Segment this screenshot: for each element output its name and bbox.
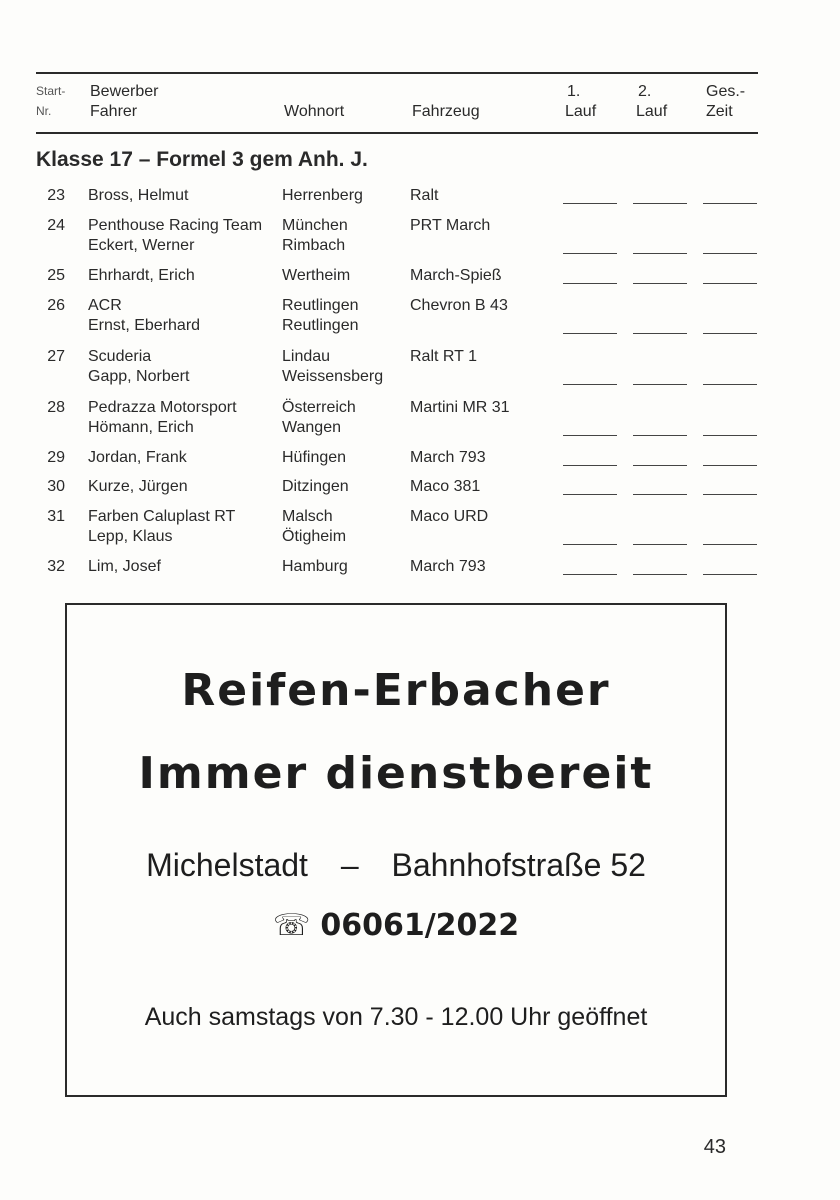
ad-street: Bahnhofstraße 52 (391, 847, 646, 883)
start-number: 23 (47, 187, 65, 204)
header-lauf1-1: 1. (567, 83, 581, 100)
hometown: Lindau (282, 348, 331, 365)
lauf2-blank (633, 494, 687, 495)
total-time-blank (703, 253, 757, 254)
entry-row (0, 477, 840, 499)
lauf1-blank (563, 544, 617, 545)
start-number: 26 (47, 297, 65, 314)
advertisement-box (65, 603, 727, 1097)
entry-row (0, 216, 840, 258)
header-lauf2-1: 2. (638, 83, 652, 100)
header-gesamt-2: Zeit (706, 103, 733, 120)
lauf2-blank (633, 574, 687, 575)
lauf1-blank (563, 574, 617, 575)
ad-dash: – (340, 847, 359, 883)
header-gesamt-1: Ges.- (706, 83, 746, 100)
ad-phone (67, 908, 725, 943)
vehicle: Maco 381 (410, 478, 481, 495)
driver-hometown: Ötigheim (282, 528, 347, 545)
hometown: Hamburg (282, 558, 348, 575)
hometown: Herrenberg (282, 187, 363, 204)
start-number: 27 (47, 348, 65, 365)
entrant-name: Ehrhardt, Erich (88, 267, 195, 284)
entry-row (0, 347, 840, 389)
ad-address (67, 847, 725, 884)
start-number: 32 (47, 558, 65, 575)
lauf2-blank (633, 465, 687, 466)
total-time-blank (703, 283, 757, 284)
driver-name: Ernst, Eberhard (88, 317, 201, 334)
lauf1-blank (563, 253, 617, 254)
entrant-name: Jordan, Frank (88, 449, 187, 466)
header-lauf2-2: Lauf (636, 103, 668, 120)
ad-city: Michelstadt (146, 847, 308, 883)
lauf2-blank (633, 544, 687, 545)
header-bottom-rule (36, 132, 758, 134)
hometown: Wertheim (282, 267, 351, 284)
vehicle: PRT March (410, 217, 491, 234)
start-number: 29 (47, 449, 65, 466)
vehicle: Martini MR 31 (410, 399, 510, 416)
lauf2-blank (633, 253, 687, 254)
entrant-name: Scuderia (88, 348, 152, 365)
start-number: 25 (47, 267, 65, 284)
lauf1-blank (563, 465, 617, 466)
total-time-blank (703, 435, 757, 436)
page-number: 43 (703, 1136, 726, 1158)
entry-row (0, 186, 840, 208)
start-number: 31 (47, 508, 65, 525)
vehicle: March 793 (410, 558, 486, 575)
ad-slogan: Immer dienstbereit (138, 748, 654, 799)
driver-name: Hömann, Erich (88, 419, 194, 436)
lauf2-blank (633, 333, 687, 334)
lauf2-blank (633, 384, 687, 385)
lauf2-blank (633, 435, 687, 436)
entrant-name: Pedrazza Motorsport (88, 399, 237, 416)
hometown: München (282, 217, 348, 234)
vehicle: Ralt RT 1 (410, 348, 477, 365)
header-start-nr-1: Start- (36, 84, 66, 98)
entry-row (0, 296, 840, 338)
entrant-name: ACR (88, 297, 122, 314)
driver-hometown: Rimbach (282, 237, 346, 254)
ad-phone-number: 06061/2022 (320, 908, 520, 943)
entry-row (0, 266, 840, 288)
total-time-blank (703, 465, 757, 466)
entry-row (0, 557, 840, 579)
entrant-name: Lim, Josef (88, 558, 161, 575)
driver-hometown: Reutlingen (282, 317, 359, 334)
vehicle: Chevron B 43 (410, 297, 508, 314)
lauf1-blank (563, 333, 617, 334)
telephone-icon: ☏ (272, 908, 311, 943)
hometown: Ditzingen (282, 478, 349, 495)
driver-name: Lepp, Klaus (88, 528, 173, 545)
driver-name: Gapp, Norbert (88, 368, 190, 385)
header-start-nr-2: Nr. (36, 104, 52, 118)
class-title: Klasse 17 – Formel 3 gem Anh. J. (36, 148, 368, 171)
start-number: 30 (47, 478, 65, 495)
entrant-name: Bross, Helmut (88, 187, 189, 204)
hometown: Hüfingen (282, 449, 347, 466)
total-time-blank (703, 494, 757, 495)
ad-hours: Auch samstags von 7.30 - 12.00 Uhr geöffnet (144, 1003, 648, 1031)
entrant-name: Kurze, Jürgen (88, 478, 188, 495)
hometown: Malsch (282, 508, 333, 525)
total-time-blank (703, 544, 757, 545)
vehicle: March-Spieß (410, 267, 502, 284)
total-time-blank (703, 333, 757, 334)
vehicle: Ralt (410, 187, 439, 204)
header-bewerber: Bewerber (90, 83, 159, 100)
header-wohnort: Wohnort (284, 103, 345, 120)
vehicle: Maco URD (410, 508, 489, 525)
driver-name: Eckert, Werner (88, 237, 195, 254)
lauf2-blank (633, 283, 687, 284)
hometown: Reutlingen (282, 297, 359, 314)
start-number: 24 (47, 217, 65, 234)
total-time-blank (703, 203, 757, 204)
lauf1-blank (563, 283, 617, 284)
driver-hometown: Wangen (282, 419, 341, 436)
total-time-blank (703, 384, 757, 385)
entry-row (0, 448, 840, 470)
ad-title: Reifen-Erbacher (181, 665, 611, 716)
header-fahrer: Fahrer (90, 103, 138, 120)
lauf1-blank (563, 384, 617, 385)
hometown: Österreich (282, 399, 356, 416)
entrant-name: Penthouse Racing Team (88, 217, 263, 234)
entry-row (0, 507, 840, 549)
entry-row (0, 398, 840, 440)
header-lauf1-2: Lauf (565, 103, 597, 120)
entrant-name: Farben Caluplast RT (88, 508, 236, 525)
header-fahrzeug: Fahrzeug (412, 103, 480, 120)
lauf1-blank (563, 203, 617, 204)
lauf1-blank (563, 435, 617, 436)
lauf2-blank (633, 203, 687, 204)
lauf1-blank (563, 494, 617, 495)
driver-hometown: Weissensberg (282, 368, 384, 385)
top-rule (36, 72, 758, 74)
total-time-blank (703, 574, 757, 575)
vehicle: March 793 (410, 449, 486, 466)
start-number: 28 (47, 399, 65, 416)
